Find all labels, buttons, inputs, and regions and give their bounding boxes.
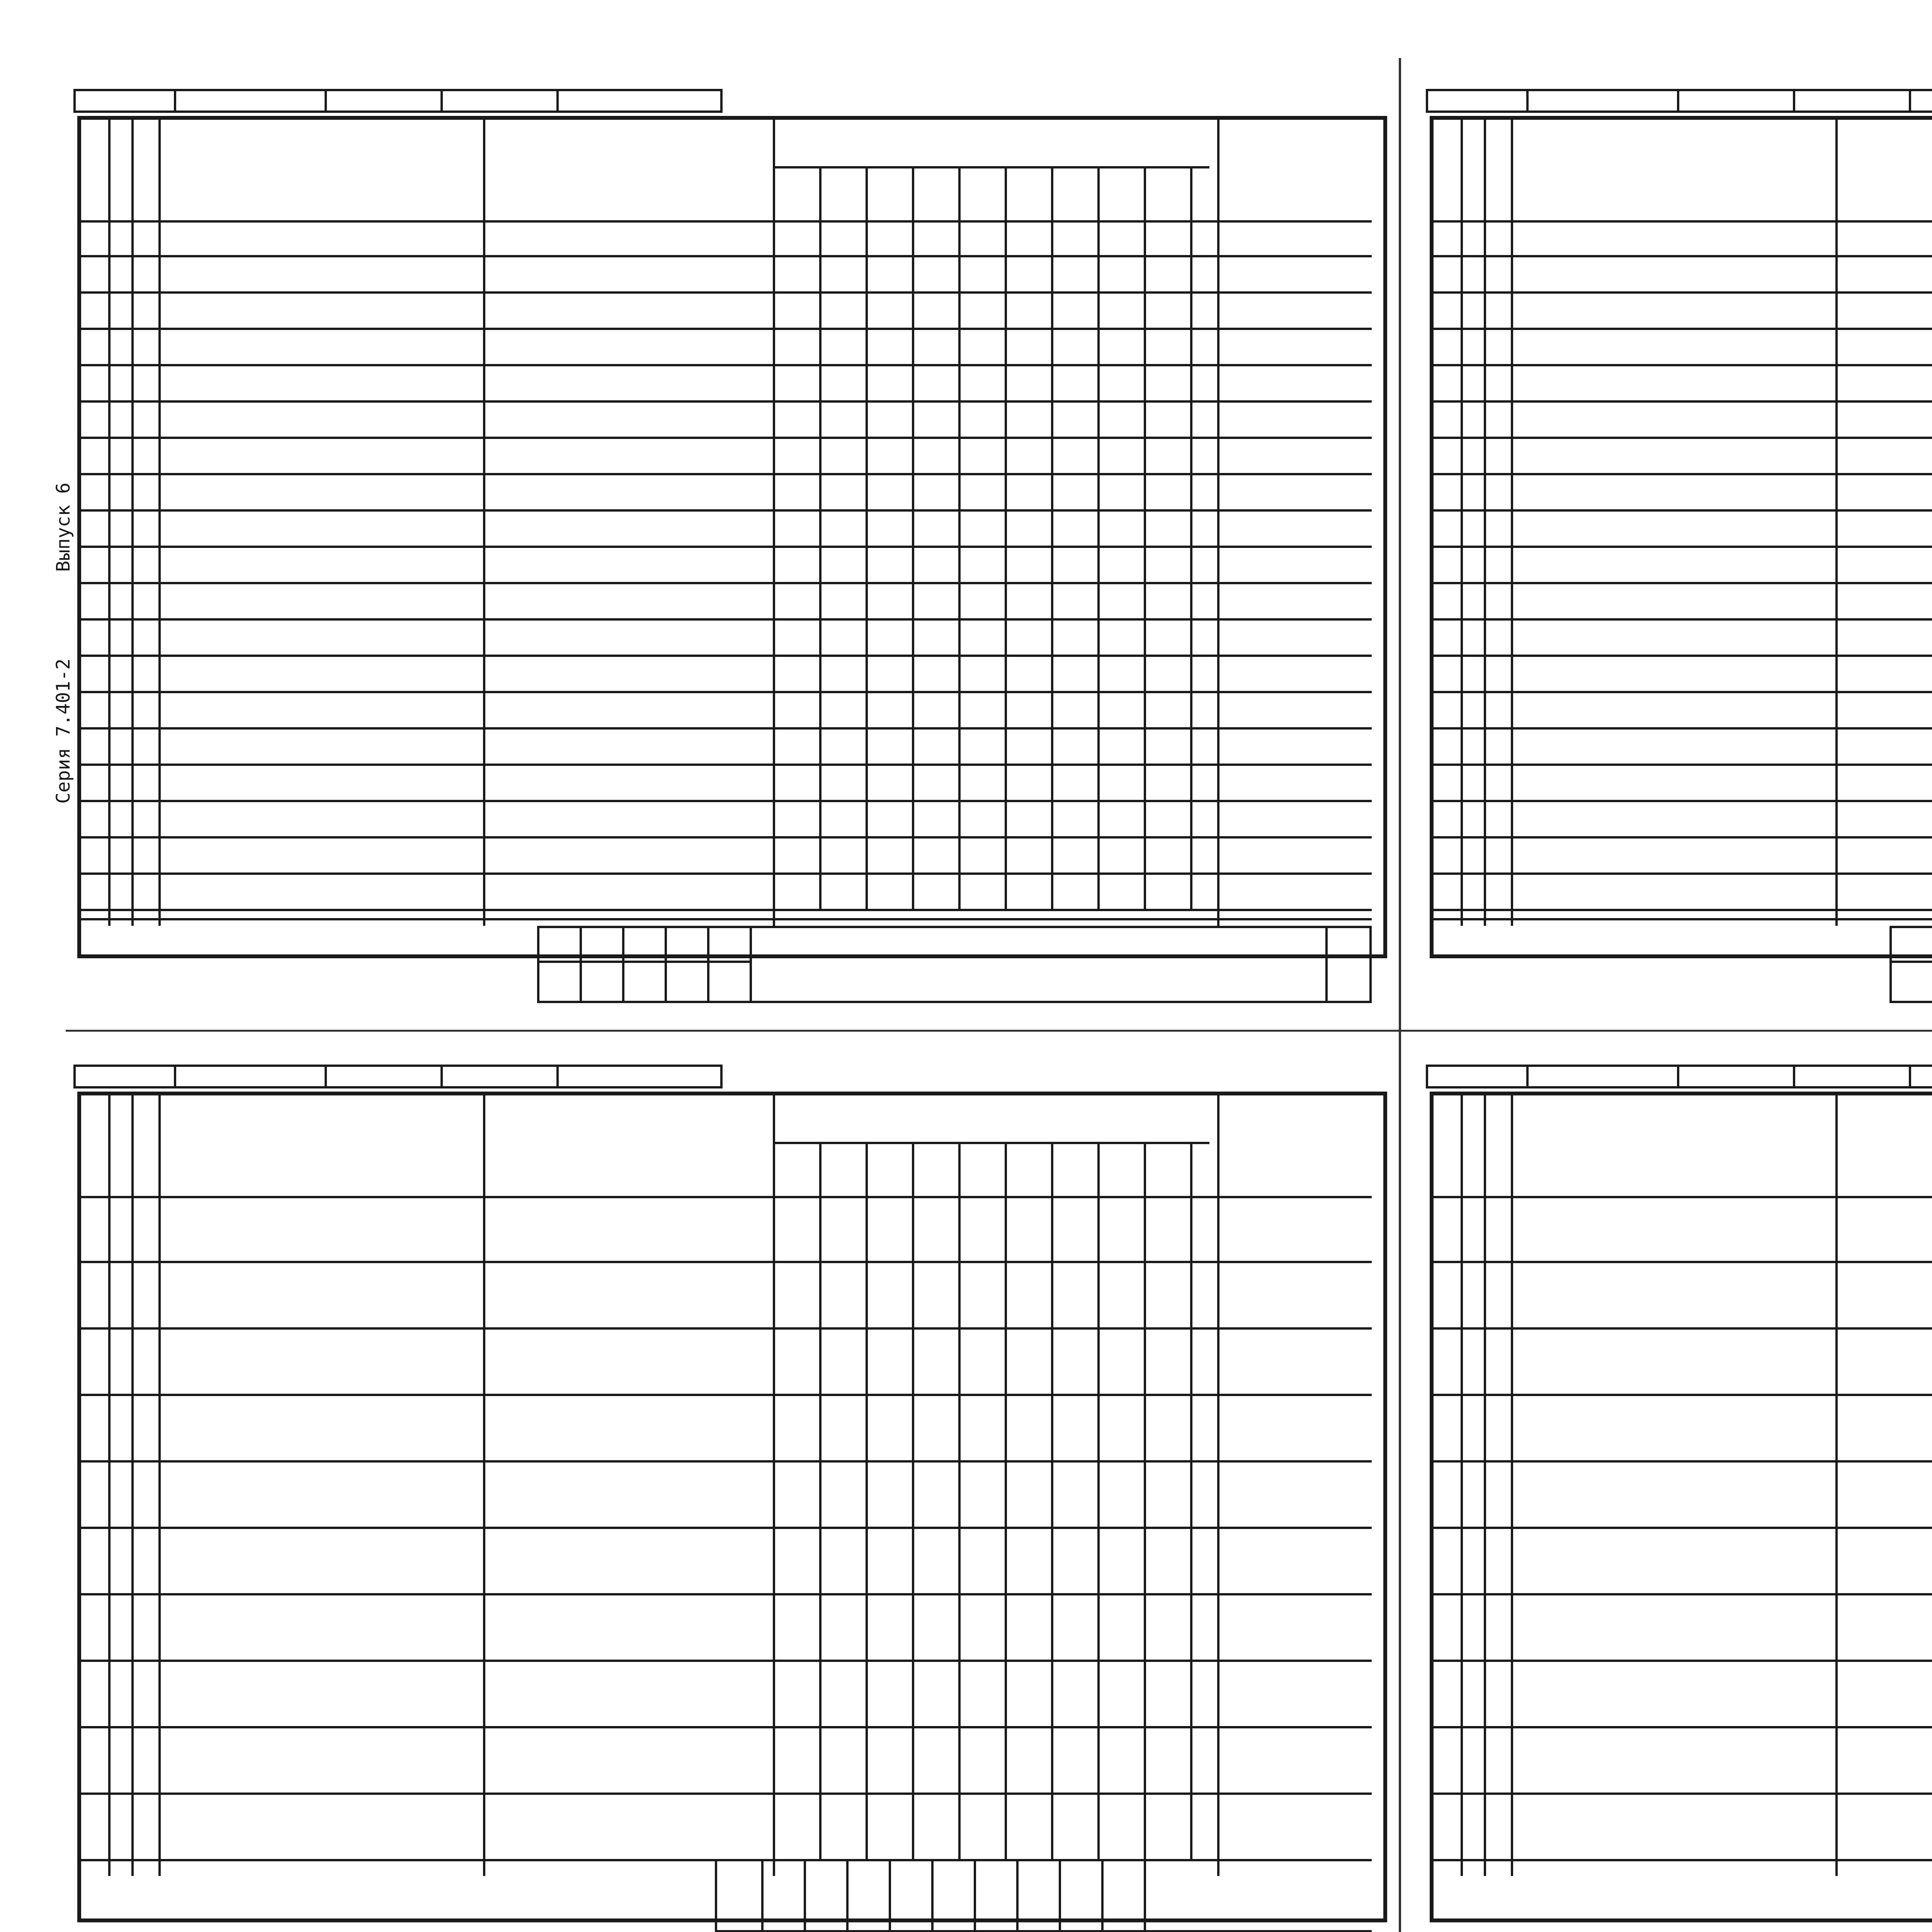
table-row [1418,547,1932,583]
title-block [1418,918,1932,1003]
table-row [1418,293,1932,329]
shifr-block [715,1861,1372,1932]
table-row [1418,1595,1932,1661]
table-row [66,1528,1387,1595]
table-row [1418,438,1932,474]
table-row [66,874,1387,910]
spec-sheet-top-right [1418,89,1932,1001]
table-row [66,438,1387,474]
table-row [1418,220,1932,257]
table-header [1418,1065,1932,1196]
title-block-top-rule [81,918,1372,920]
table-row [1418,656,1932,692]
shifr-divider [974,1861,976,1932]
table-row [66,692,1387,729]
table-header [66,1065,1387,1196]
stamp-row-rule [1889,961,1932,963]
table-row [66,1661,1387,1728]
table-row [66,729,1387,765]
table-row [66,511,1387,547]
table-row [1418,402,1932,438]
shifr-divider [804,1861,806,1932]
row-rule [1434,909,1932,911]
table-row [66,1595,1387,1661]
shifr-rule [715,1930,1372,1932]
row-rule [1434,1859,1932,1861]
table-row [1418,583,1932,620]
table-row [1418,1462,1932,1528]
shifr-divider [1101,1861,1104,1932]
side-stamp-series: Серия 7.401-2 [53,658,74,804]
shifr-divider [1016,1861,1019,1932]
table-row [1418,511,1932,547]
table-row [66,656,1387,692]
table-row [1418,874,1932,910]
shifr-divider [715,1861,717,1932]
center-divider-horizontal [66,1030,1932,1032]
stamp-col-divider [750,926,752,1003]
table-row [66,1728,1387,1794]
table-row [1418,1196,1932,1262]
table-row [66,801,1387,838]
table-row [1418,729,1932,765]
table-row [66,1794,1387,1861]
table-row [66,583,1387,620]
table-row [66,620,1387,656]
row-rule [81,909,1372,911]
table-row [1418,1329,1932,1395]
table-row [66,765,1387,801]
spec-rows [1418,1196,1932,1861]
table-row [66,402,1387,438]
title-block [66,918,1387,1003]
side-stamp-issue: Выпуск 6 [53,482,74,572]
table-header [1418,89,1932,220]
table-row [66,1462,1387,1528]
table-row [66,1395,1387,1462]
stamp-col-divider [707,926,709,1003]
spec-sheet-bottom-right [1418,1065,1932,1932]
shifr-divider [931,1861,934,1932]
shifr-divider [1059,1861,1061,1932]
table-row [66,329,1387,366]
shifr-divider [846,1861,849,1932]
table-row [66,1196,1387,1262]
stamp-col-divider [622,926,624,1003]
shifr-divider [761,1861,764,1932]
table-row [66,474,1387,511]
table-row [1418,1728,1932,1794]
table-header [66,89,1387,220]
stamp-col-divider [1325,926,1328,1003]
spec-rows [66,1196,1387,1861]
shifr-divider [1144,1861,1146,1932]
table-row [1418,692,1932,729]
title-block-box [1889,926,1932,1003]
table-row [1418,838,1932,874]
center-divider-vertical [1399,58,1401,1932]
table-row [1418,801,1932,838]
table-row [66,257,1387,293]
table-row [1418,474,1932,511]
stamp-row-rule [537,961,750,963]
stamp-col-divider [665,926,667,1003]
table-row [1418,765,1932,801]
table-row [1418,1528,1932,1595]
table-row [1418,257,1932,293]
table-row [1418,366,1932,402]
table-row [1418,329,1932,366]
table-row [66,547,1387,583]
spec-sheet-top-left [66,89,1387,1001]
table-row [1418,620,1932,656]
table-row [1418,1794,1932,1861]
table-row [66,220,1387,257]
title-block-box [537,926,1372,1003]
table-row [66,1329,1387,1395]
table-row [1418,1395,1932,1462]
table-row [66,1262,1387,1329]
title-block-top-rule [1434,918,1932,920]
table-row [1418,1262,1932,1329]
shifr-divider [889,1861,891,1932]
spec-rows [1418,220,1932,910]
table-row [66,366,1387,402]
stamp-col-divider [580,926,582,1003]
spec-sheet-bottom-left [66,1065,1387,1932]
table-row [66,293,1387,329]
spec-rows [66,220,1387,910]
table-row [1418,1661,1932,1728]
table-row [66,838,1387,874]
